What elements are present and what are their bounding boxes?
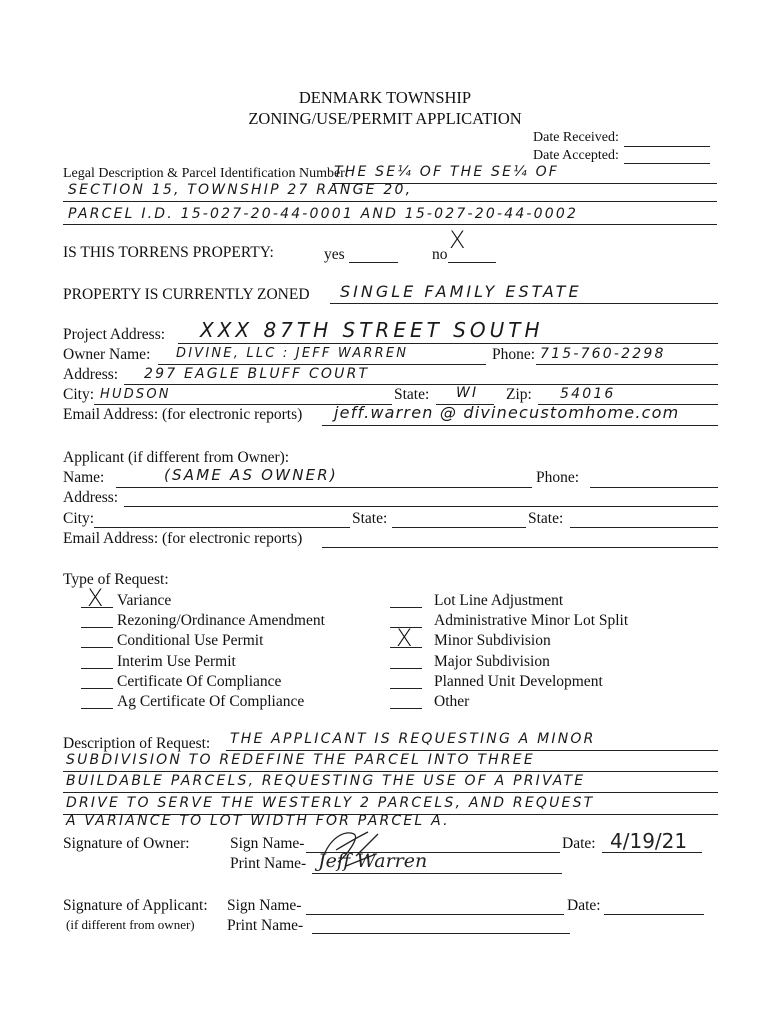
request-type-certificate-of-compliance-label: Certificate Of Compliance [117,672,282,690]
owner-zip-value: 54016 [560,386,616,402]
project-address-value: XXX 87TH STREET SOUTH [200,318,544,342]
legal-line2-rule [63,201,717,202]
request-type-heading: Type of Request: [63,571,169,588]
request-type-variance-check-mark: X [87,584,104,612]
torrens-no-field[interactable] [448,262,496,263]
legal-line3-rule [63,224,717,225]
applicant-sign-name-label: Sign Name- [227,897,302,914]
owner-print-name-value: Jeff Warren [318,850,428,872]
zoning-value: SINGLE FAMILY ESTATE [340,282,582,301]
date-accepted-field[interactable] [624,163,710,164]
applicant-name-field[interactable] [116,487,532,488]
owner-signature-label: Signature of Owner: [63,835,190,852]
description-line2: SUBDIVISION TO REDEFINE THE PARCEL INTO THREE [66,752,535,768]
applicant-state-label-2: State: [528,510,564,527]
applicant-email-field[interactable] [322,547,718,548]
request-type-other-checkbox[interactable] [390,708,422,709]
owner-name-value: DIVINE, LLC : JEFF WARREN [176,346,409,361]
applicant-phone-label: Phone: [536,469,580,486]
description-rule-3 [63,792,718,793]
applicant-heading: Applicant (if different from Owner): [63,449,290,466]
description-line1: THE APPLICANT IS REQUESTING A MINOR [230,731,596,747]
owner-phone-field[interactable] [536,364,718,365]
applicant-email-label: Email Address: (for electronic reports) [63,530,303,547]
owner-print-name-label: Print Name- [230,855,307,872]
request-type-rezoning-ordinance-amendment-label: Rezoning/Ordinance Amendment [117,612,325,630]
applicant-address-field[interactable] [124,506,718,507]
owner-email-label: Email Address: (for electronic reports) [63,406,303,423]
applicant-signature-note: (if different from owner) [66,917,195,932]
applicant-print-name-field[interactable] [312,933,570,934]
applicant-phone-field[interactable] [590,487,718,488]
owner-phone-value: 715-760-2298 [540,346,666,362]
request-type-major-subdivision-checkbox[interactable] [390,668,422,669]
owner-print-name-field[interactable] [312,873,562,874]
applicant-date-label: Date: [567,897,601,914]
owner-phone-label: Phone: [492,346,536,363]
request-type-planned-unit-development-label: Planned Unit Development [434,672,603,690]
torrens-no-label: no [432,246,448,263]
request-type-conditional-use-permit-checkbox[interactable] [81,647,113,648]
project-address-field[interactable] [178,343,718,344]
applicant-address-label: Address: [63,489,119,506]
project-address-label: Project Address: [63,326,166,343]
request-type-conditional-use-permit-label: Conditional Use Permit [117,632,264,650]
request-type-rezoning-ordinance-amendment-checkbox[interactable] [81,627,113,628]
request-type-minor-subdivision-label: Minor Subdivision [434,632,551,650]
owner-email-value: jeff.warren @ divinecustomhome.com [334,403,680,422]
date-received-field[interactable] [624,146,710,147]
form-title: DENMARK TOWNSHIP [298,88,472,107]
request-type-planned-unit-development-checkbox[interactable] [390,688,422,689]
torrens-no-mark: X [449,226,466,254]
applicant-name-label: Name: [63,469,105,486]
applicant-city-field[interactable] [94,527,350,528]
owner-date-label: Date: [562,835,596,852]
owner-address-label: Address: [63,366,119,383]
form-subtitle: ZONING/USE/PERMIT APPLICATION [248,109,522,128]
description-label: Description of Request: [63,735,211,752]
date-accepted-label: Date Accepted: [533,148,619,163]
owner-city-value: HUDSON [100,387,171,402]
request-type-minor-subdivision-check-mark: X [396,624,413,653]
zoning-label: PROPERTY IS CURRENTLY ZONED [63,286,310,303]
request-type-lot-line-adjustment-label: Lot Line Adjustment [434,592,564,609]
description-line3: BUILDABLE PARCELS, REQUESTING THE USE OF A PRIVATE [66,773,586,789]
owner-state-value: WI [456,385,479,401]
owner-state-label: State: [394,386,430,403]
applicant-state-label: State: [352,510,388,527]
applicant-date-field[interactable] [604,914,704,915]
owner-city-label: City: [63,386,95,403]
description-rule-1 [226,750,718,751]
owner-address-field[interactable] [124,384,718,385]
description-rule-2 [63,771,718,772]
request-type-certificate-of-compliance-checkbox[interactable] [81,688,113,689]
owner-name-label: Owner Name: [63,346,151,363]
request-type-other-label: Other [434,693,470,710]
torrens-yes-field[interactable] [349,262,398,263]
applicant-state-field-2[interactable] [570,527,718,528]
owner-address-value: 297 EAGLE BLUFF COURT [144,366,370,382]
zoning-field[interactable] [330,303,718,304]
owner-email-field[interactable] [322,425,718,426]
owner-date-value: 4/19/21 [610,829,688,853]
legal-description-label: Legal Description & Parcel Identification Number: [63,166,349,181]
request-type-ag-certificate-of-compliance-label: Ag Certificate Of Compliance [117,693,305,710]
legal-description-line3: PARCEL I.D. 15-027-20-44-0001 AND 15-027-20-44-0002 [68,206,579,222]
date-received-label: Date Received: [533,130,619,145]
description-line4: DRIVE TO SERVE THE WESTERLY 2 PARCELS, AND REQUEST [66,795,595,811]
description-line5: A VARIANCE TO LOT WIDTH FOR PARCEL A. [66,813,450,829]
owner-name-field[interactable] [158,364,486,365]
request-type-variance-label: Variance [117,592,172,609]
applicant-signature-label: Signature of Applicant: [63,897,208,914]
owner-sign-name-label: Sign Name- [230,835,305,852]
applicant-sign-name-field[interactable] [306,914,564,915]
request-type-ag-certificate-of-compliance-checkbox[interactable] [81,708,113,709]
torrens-yes-label: yes [324,246,345,263]
request-type-interim-use-permit-label: Interim Use Permit [117,652,236,670]
applicant-name-value: (SAME AS OWNER) [164,466,338,484]
legal-description-line1: THE SE¼ OF THE SE¼ OF [334,164,560,180]
torrens-label: IS THIS TORRENS PROPERTY: [63,244,274,261]
request-type-major-subdivision-label: Major Subdivision [434,652,550,670]
applicant-city-label: City: [63,510,95,527]
request-type-administrative-minor-lot-split-label: Administrative Minor Lot Split [434,612,629,630]
legal-description-line2: SECTION 15, TOWNSHIP 27 RANGE 20, [68,182,413,198]
request-type-interim-use-permit-checkbox[interactable] [81,668,113,669]
request-type-lot-line-adjustment-checkbox[interactable] [390,607,422,608]
applicant-state-field[interactable] [392,527,526,528]
owner-zip-label: Zip: [506,386,532,403]
applicant-print-name-label: Print Name- [227,917,304,934]
